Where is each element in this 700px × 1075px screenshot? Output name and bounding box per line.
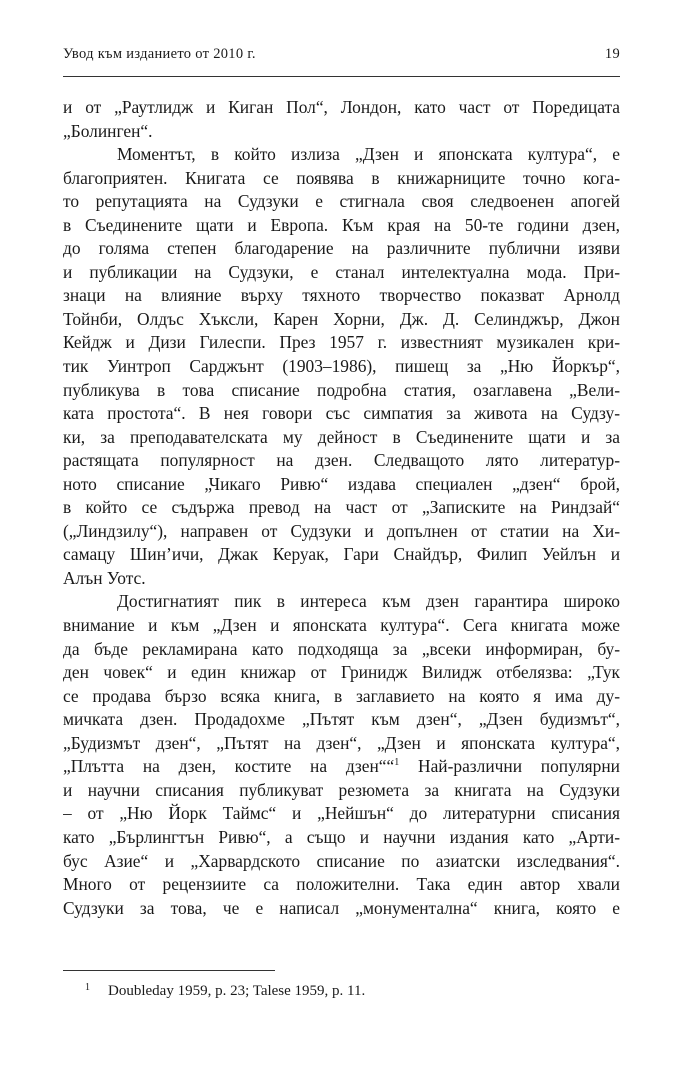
text-line: се продава бързо всяка книга, в заглавието на която я има ду- [63,685,620,706]
text-line: бус Азие“ и „Харвардското списание по азиатски изследвания“. [63,850,620,871]
text-line: Кейдж и Дизи Гилеспи. През 1957 г. известният музикален кри- [63,332,620,353]
footnote-reference: 1 [394,757,400,769]
text-line: („Линдзилу“), направен от Судзуки и допълнен от статии на Хи- [63,520,620,541]
text-line: растящата популярност на дзен. Следващото лято литератур- [63,450,620,471]
text-line: ката простота“. В нея говори със симпатия за живота на Судзу- [63,403,620,424]
text-line: в Съединените щати и Европа. Към края на 50-те години дзен, [63,214,620,235]
footnote-rule [63,970,275,971]
text-line: благоприятен. Книгата се появява в книжарниците точно кога- [63,167,620,188]
text-line: и научни списания публикуват резюмета за книгата на Судзуки [63,779,620,800]
text-line: знаци на влияние върху тяхното творчество показват Арнолд [63,285,620,306]
text-line: и от „Раутлидж и Киган Пол“, Лондон, като част от Поредицата [63,97,620,117]
text-line: ното списание „Чикаго Ривю“ издава специален „дзен“ брой, [63,473,620,494]
text-line: до голяма степен благодарение на различните публични изяви [63,238,620,259]
text-line: самацу Шин’ичи, Джак Керуак, Гари Снайдър, Филип Уейлън и [63,544,620,565]
text-line: Моментът, в който излиза „Дзен и японската култура“, е [117,144,620,165]
footnote-text: Doubleday 1959, p. 23; Talese 1959, p. 11. [108,983,366,999]
text-line: и публикации на Судзуки, е станал интелектуална мода. При- [63,261,620,282]
text-line: – от „Ню Йорк Таймс“ и „Нейшън“ до литературни списания [63,803,620,824]
text-line: то репутацията на Судзуки е стигнала своя следвоенен апогей [63,191,620,212]
text-line: Много от рецензиите са положителни. Така един автор хвали [63,874,620,895]
running-header [63,46,620,68]
page-number: 19 [604,46,620,62]
header-rule [63,76,620,77]
text-line: Судзуки за това, че е написал „монументална“ книга, която е [63,897,620,918]
text-line: ден човек“ и един книжар от Гринидж Вилидж отбелязва: „Тук [63,662,620,683]
text-line: „Плътта на дзен, костите на дзен““$^1$ Най-различни популярни [63,756,620,777]
text-line: в който се съдържа превод на част от „Записките на Риндзай“ [63,497,620,518]
text-line: ки, за преподавателската му дейност в Съединените щати и за [63,426,620,447]
text-line: като „Бърлингтън Ривю“, а също и научни издания като „Арти- [63,826,620,847]
text-line: Тойнби, Олдъс Хъксли, Карен Хорни, Дж. Д. Селинджър, Джон [63,308,620,329]
running-title: Увод към изданието от 2010 г. [63,46,256,62]
text-line: „Болинген“. [63,120,153,141]
text-line: внимание и към „Дзен и японската култура“. Сега книгата може [63,615,620,636]
text-line: Алън Уотс. [63,567,146,588]
text-line: тик Уинтроп Сарджънт (1903–1986), пишещ за „Ню Йоркър“, [63,356,620,377]
text-line: публикува в това списание подробна статия, озаглавена „Вели- [63,379,620,400]
body-text [63,96,620,920]
footnote-marker: 1 [85,982,90,993]
text-line: Достигнатият пик в интереса към дзен гарантира широко [117,591,620,612]
text-line: мичката дзен. Продадохме „Пътят към дзен“, „Дзен будизмът“, [63,709,620,730]
text-line: да бъде рекламирана като подходяща за „всеки информиран, бу- [63,638,620,659]
footnote [85,982,365,1000]
text-line: „Будизмът дзен“, „Пътят на дзен“, „Дзен и японската култура“, [63,732,620,753]
